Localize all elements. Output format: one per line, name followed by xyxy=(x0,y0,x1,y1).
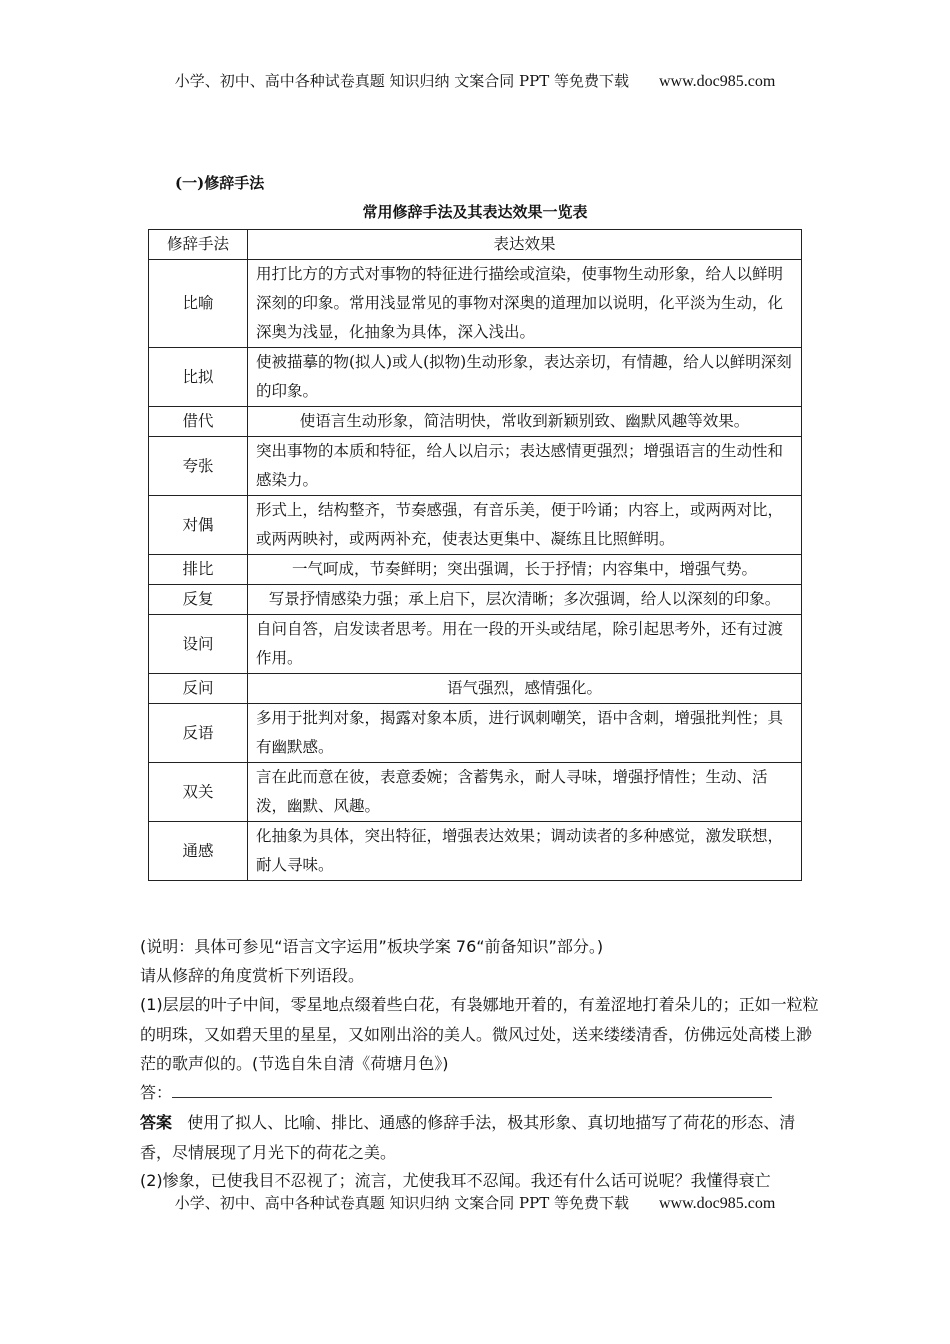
answer-prompt: 答： xyxy=(140,1083,173,1102)
answer xyxy=(140,1108,820,1167)
effect-cell: 化抽象为具体，突出特征，增强表达效果；调动读者的多种感觉，激发联想，耐人寻味。 xyxy=(248,822,802,881)
table-row xyxy=(149,674,802,704)
effect-cell: 言在此而意在彼，表意委婉；含蓄隽永，耐人寻味，增强抒情性；生动、活泼，幽默、风趣。 xyxy=(248,763,802,822)
table-row xyxy=(149,822,802,881)
section-title: (一)修辞手法 xyxy=(175,174,265,192)
device-cell: 排比 xyxy=(149,555,248,585)
table-row xyxy=(149,555,802,585)
device-cell: 反语 xyxy=(149,704,248,763)
instruction: 请从修辞的角度赏析下列语段。 xyxy=(140,966,365,985)
device-cell: 通感 xyxy=(149,822,248,881)
table-title: 常用修辞手法及其表达效果一览表 xyxy=(362,203,588,221)
header-text: 小学、初中、高中各种试卷真题 知识归纳 文案合同 PPT 等免费下载 xyxy=(174,72,629,90)
device-cell: 反问 xyxy=(149,674,248,704)
effect-cell: 突出事物的本质和特征，给人以启示；表达感情更强烈；增强语言的生动性和感染力。 xyxy=(248,437,802,496)
answer-label: 答案 xyxy=(140,1113,173,1132)
effect-cell: 用打比方的方式对事物的特征进行描绘或渲染，使事物生动形象，给人以鲜明深刻的印象。常用浅显常见的事物对深奥的道理加以说明，化平淡为生动，化深奥为浅显，化抽象为具体，深入浅出。 xyxy=(248,260,802,348)
header-cell: 修辞手法 xyxy=(149,230,248,260)
answer-line[interactable] xyxy=(172,1081,772,1098)
effect-cell: 一气呵成，节奏鲜明；突出强调，长于抒情；内容集中，增强气势。 xyxy=(248,555,802,585)
device-cell: 夸张 xyxy=(149,437,248,496)
question-1: (1)层层的叶子中间，零星地点缀着些白花，有袅娜地开着的，有羞涩地打着朵儿的；正如一粒粒的明珠，又如碧天里的星星，又如刚出浴的美人。微风过处，送来缕缕清香，仿佛远处高楼上渺茫的歌声似的。(节选自朱自清《荷塘月色》) xyxy=(140,995,819,1073)
table-row xyxy=(149,407,802,437)
table-row xyxy=(149,585,802,615)
device-cell: 设问 xyxy=(149,615,248,674)
table-row xyxy=(149,763,802,822)
effect-cell: 多用于批判对象，揭露对象本质，进行讽刺嘲笑，语中含刺，增强批判性；具有幽默感。 xyxy=(248,704,802,763)
table-row xyxy=(149,615,802,674)
footer-url: www.doc985.com xyxy=(658,1195,776,1212)
effect-cell: 使被描摹的物(拟人)或人(拟物)生动形象，表达亲切，有情趣，给人以鲜明深刻的印象。 xyxy=(248,348,802,407)
header-cell: 表达效果 xyxy=(248,230,802,260)
table-row xyxy=(149,260,802,348)
effect-cell: 语气强烈，感情强化。 xyxy=(248,674,802,704)
effect-cell: 形式上，结构整齐，节奏感强，有音乐美，便于吟诵；内容上，或两两对比，或两两映衬，或两两补充，使表达更集中、凝练且比照鲜明。 xyxy=(248,496,802,555)
answer-text: 使用了拟人、比喻、排比、通感的修辞手法，极其形象、真切地描写了荷花的形态、清香，尽情展现了月光下的荷花之美。 xyxy=(140,1113,796,1162)
page-header xyxy=(0,70,950,91)
table-row xyxy=(149,704,802,763)
effect-cell: 使语言生动形象，简洁明快，常收到新颖别致、幽默风趣等效果。 xyxy=(248,407,802,437)
header-url: www.doc985.com xyxy=(658,73,776,90)
device-cell: 对偶 xyxy=(149,496,248,555)
note: (说明：具体可参见“语言文字运用”板块学案 76“前备知识”部分。) xyxy=(140,937,604,956)
device-cell: 比拟 xyxy=(149,348,248,407)
effect-cell: 自问自答，启发读者思考。用在一段的开头或结尾，除引起思考外，还有过渡作用。 xyxy=(248,615,802,674)
page-footer xyxy=(0,1192,950,1213)
table-row xyxy=(149,437,802,496)
rhetoric-table xyxy=(148,229,802,881)
question-2: (2)惨象，已使我目不忍视了；流言，尤使我耳不忍闻。我还有什么话可说呢？我懂得衰亡 xyxy=(140,1171,771,1190)
footer-text: 小学、初中、高中各种试卷真题 知识归纳 文案合同 PPT 等免费下载 xyxy=(174,1194,629,1212)
table-row xyxy=(149,348,802,407)
effect-cell: 写景抒情感染力强；承上启下，层次清晰；多次强调，给人以深刻的印象。 xyxy=(248,585,802,615)
table-header-row xyxy=(149,230,802,260)
device-cell: 反复 xyxy=(149,585,248,615)
device-cell: 比喻 xyxy=(149,260,248,348)
device-cell: 借代 xyxy=(149,407,248,437)
table-row xyxy=(149,496,802,555)
device-cell: 双关 xyxy=(149,763,248,822)
